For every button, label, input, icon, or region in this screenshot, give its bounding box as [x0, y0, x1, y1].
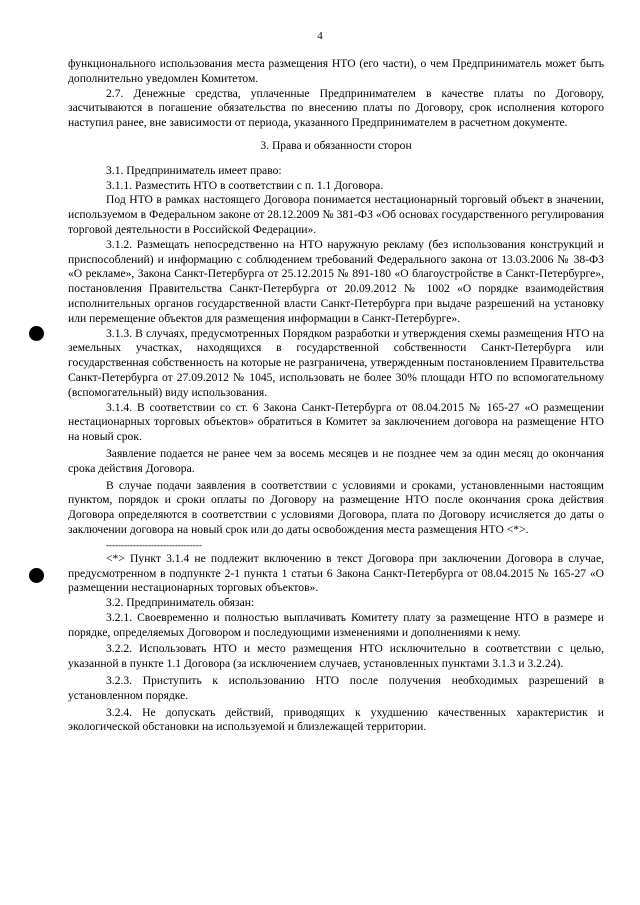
punch-hole-bottom	[29, 568, 44, 583]
paragraph-2-7: 2.7. Денежные средства, уплаченные Предпринимателем в качестве платы по Договору, засчитываются в погашение обязательства по внесению платы по Договору, срок исполнения которого наступил ранее, вне зависимости от периода, указанного Предпринимателем в расчетном документе.	[68, 86, 604, 130]
footnote-text: <*> Пункт 3.1.4 не подлежит включению в текст Договора при заключении Договора в случае, предусмотренном в подпункте 2-1 пункта 1 статьи 6 Закона Санкт-Петербурга от 08.04.2015 № 165-27 «О размещении нестационарных торговых объектов».	[68, 551, 604, 595]
paragraph-3-1-2: 3.1.2. Размещать непосредственно на НТО наружную рекламу (без использования конструкций и приспособлений) и информацию с соблюдением требований Федерального закона от 13.03.2006 № 38-ФЗ «О рекламе», Закона Санкт-Петербурга от 25.12.2015 № 891-180 «О благоустройстве в Санкт-Петербурге», постановления Правительства Санкт-Петербурга от 20.09.2012 № 1002 «О порядке взаимодействия исполнительных органов государственной власти Санкт-Петербурга при выдаче разрешений на установку или перемещение объектов для размещения информации в Санкт-Петербурге».	[68, 237, 604, 325]
paragraph-3-2: 3.2. Предприниматель обязан:	[106, 596, 255, 610]
footnote-separator: --------------------------------	[106, 539, 202, 550]
paragraph-3-2-2: 3.2.2. Использовать НТО и место размещения НТО исключительно в соответствии с целью, указанной в пункте 1.1 Договора (за исключением случаев, установленных пунктами 3.1.3 и 3.2.24).	[68, 642, 604, 671]
paragraph-3-2-3: 3.2.3. Приступить к использованию НТО после получения необходимых разрешений в установленном порядке.	[68, 674, 604, 702]
paragraph-3-1: 3.1. Предприниматель имеет право:	[106, 163, 282, 177]
paragraph-application-deadline: Заявление подается не ранее чем за восемь месяцев и не позднее чем за один месяц до окончания срока действия Договора.	[68, 446, 604, 475]
paragraph-payment-terms: В случае подачи заявления в соответствии с условиями и сроками, установленными настоящим пунктом, порядок и сроки оплаты по Договору на размещение НТО после окончания срока действия Договора определяются в соответствии с условиями Договора, плата по Договору исчисляется до даты о заключении договора на новый срок или до даты освобождения места размещения НТО <*>.	[68, 478, 604, 536]
paragraph-3-1-3: 3.1.3. В случаях, предусмотренных Порядком разработки и утверждения схемы размещения НТО на земельных участках, находящихся в государственной собственности Санкт-Петербурга или государственная собственность на которые не разграничена, утвержденным постановлением Правительства Санкт-Петербурга от 27.09.2012 № 1045, использовать не более 30% площади НТО по вспомогательному (вспомогательный) виду использования.	[68, 326, 604, 399]
page-number: 4	[317, 30, 323, 42]
paragraph-3-2-4: 3.2.4. Не допускать действий, приводящих к ухудшению качественных характеристик и экологической обстановки на используемой и близлежащей территории.	[68, 705, 604, 734]
paragraph-3-1-4: 3.1.4. В соответствии со ст. 6 Закона Санкт-Петербурга от 08.04.2015 № 165-27 «О размещении нестационарных торговых объектов» обратиться в Комитет за заключением договора на размещение НТО на новый срок.	[68, 400, 604, 444]
document-body	[68, 57, 604, 735]
paragraph-3-2-1: 3.2.1. Своевременно и полностью выплачивать Комитету плату за размещение НТО в размере и порядке, определяемых Договором и последующими изменениями и дополнениями к нему.	[68, 610, 604, 639]
section-heading: 3. Права и обязанности сторон	[260, 138, 412, 152]
punch-hole-top	[29, 326, 44, 341]
paragraph-3-1-1: 3.1.1. Разместить НТО в соответствии с п. 1.1 Договора.	[106, 178, 384, 192]
paragraph-continuation: функционального использования места размещения НТО (его части), о чем Предприниматель может быть дополнительно уведомлен Комитетом.	[68, 57, 604, 85]
paragraph-nto-definition: Под НТО в рамках настоящего Договора понимается нестационарный торговый объект в значении, используемом в Федеральном законе от 28.12.2009 № 381-ФЗ «Об основах государственного регулирования торговой деятельности в Российской Федерации».	[68, 193, 604, 236]
